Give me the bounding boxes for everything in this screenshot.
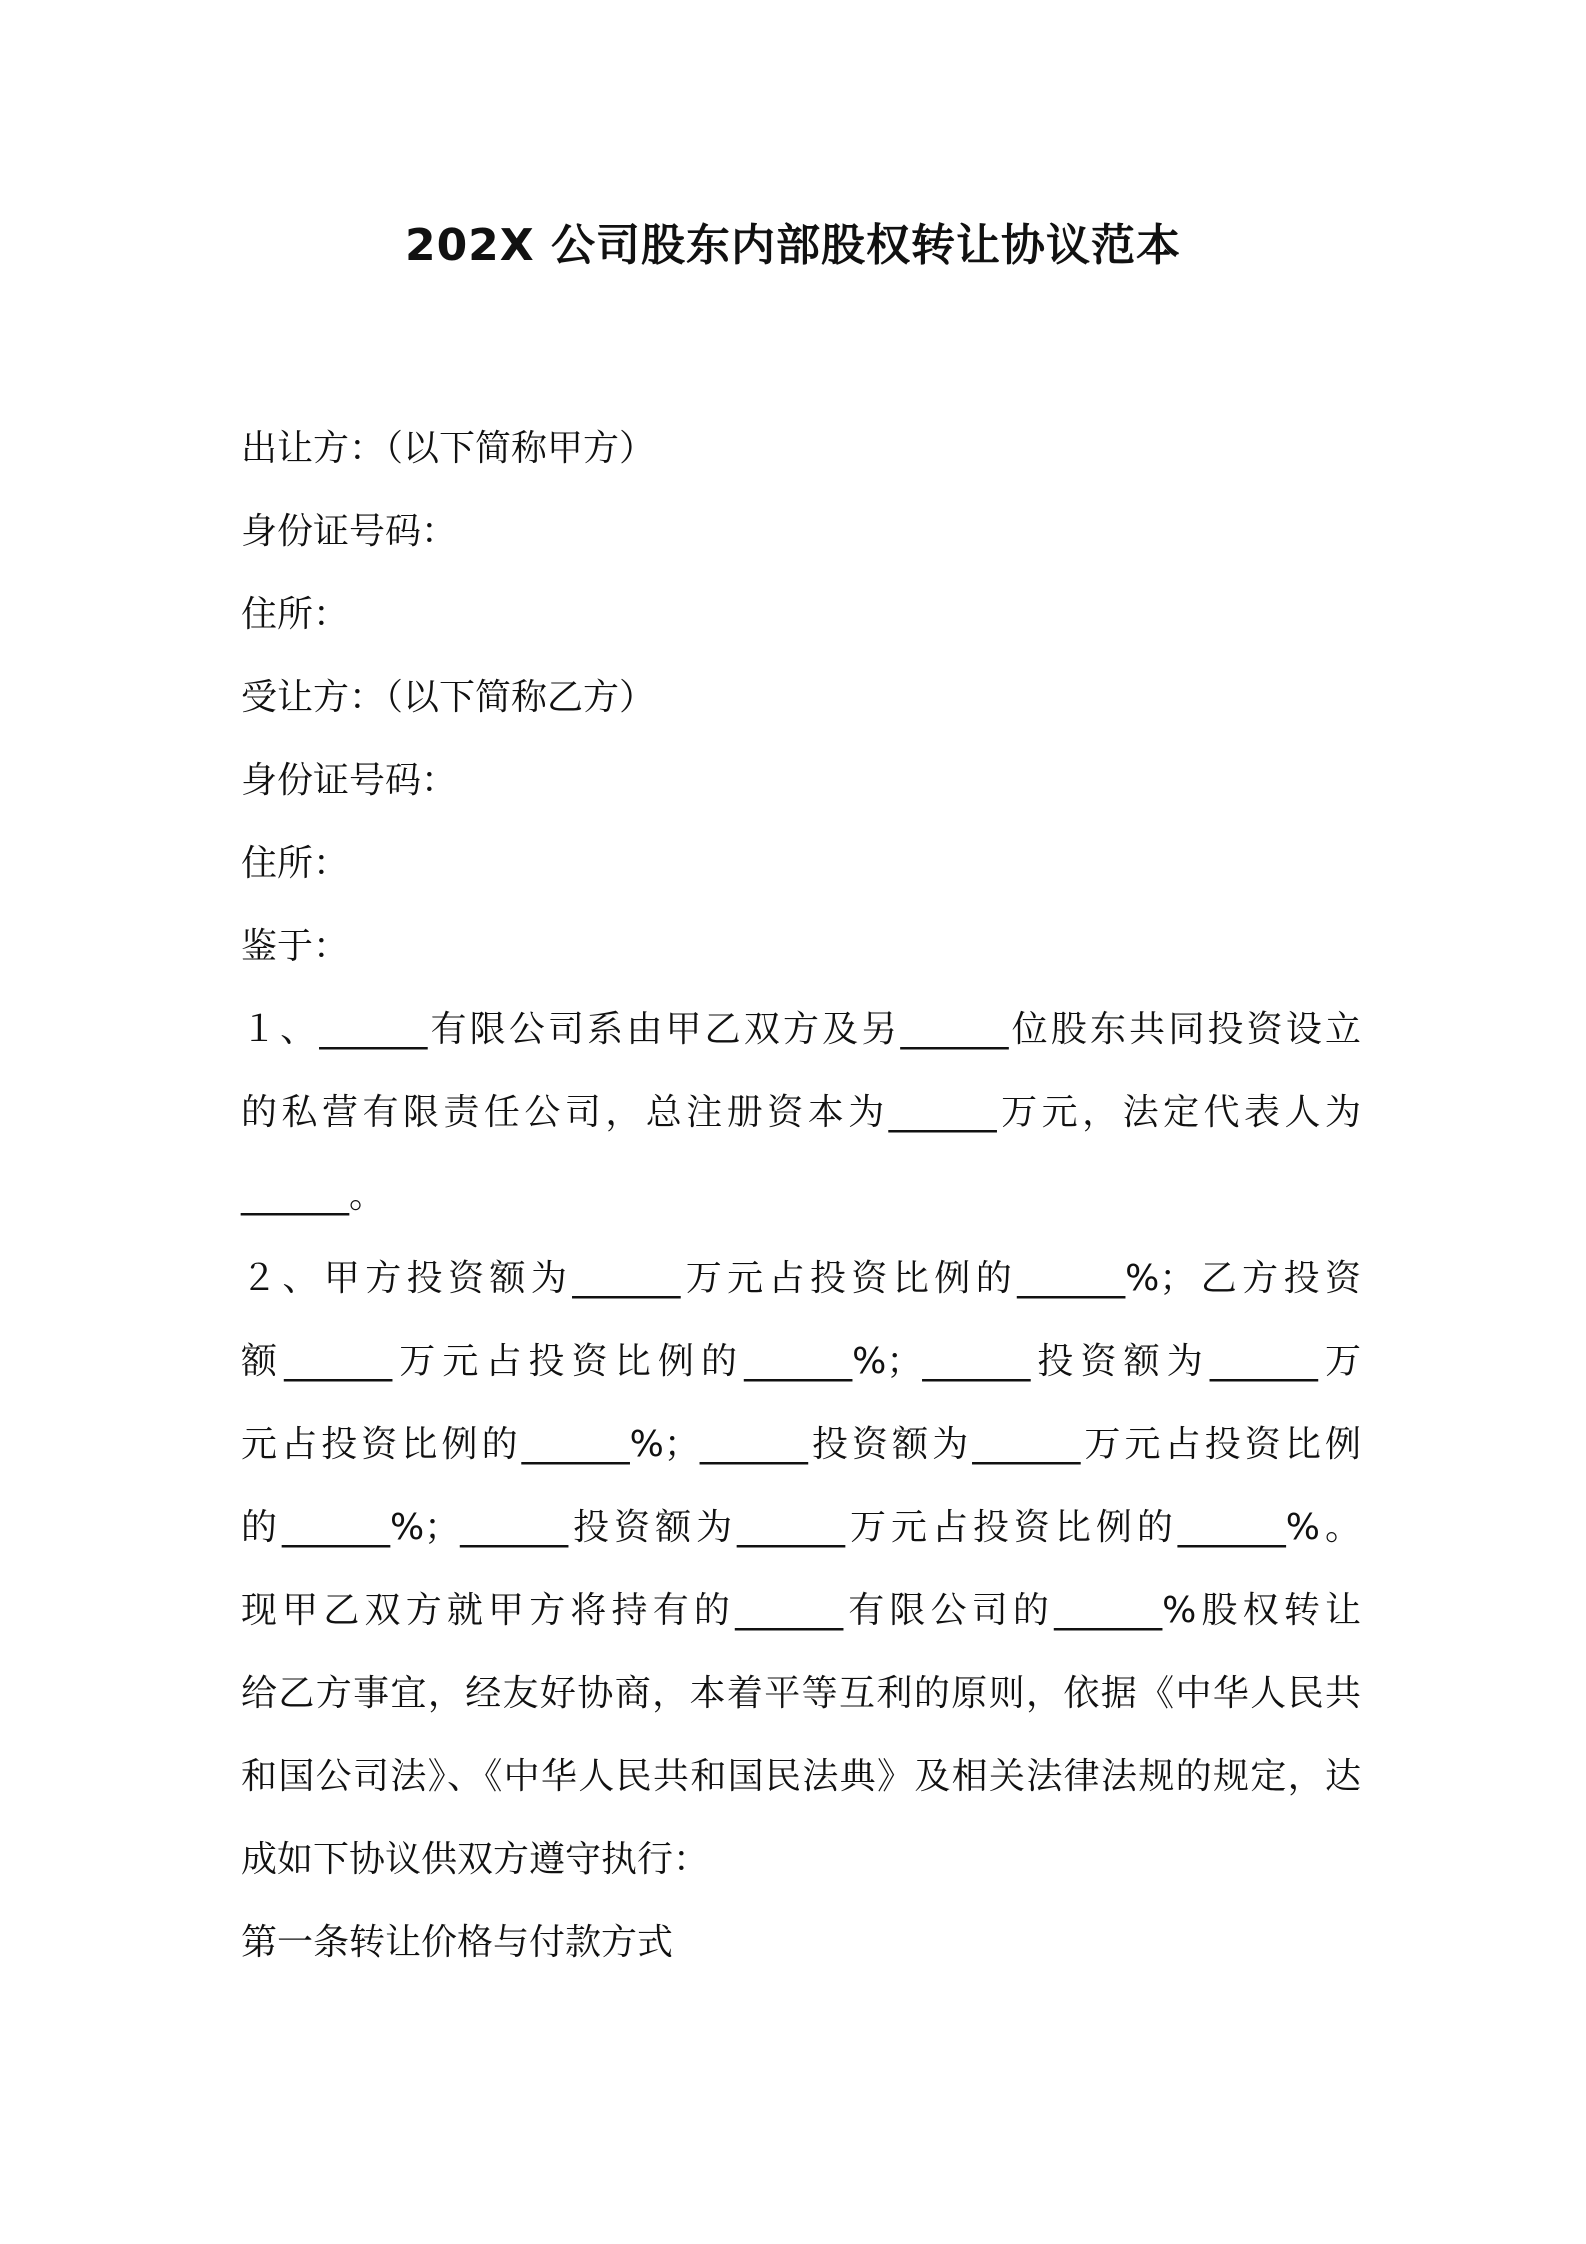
- paragraph-line: 的私营有限责任公司，总注册资本为______万元，法定代表人为: [241, 1092, 1361, 1133]
- transferee-id-line: 身份证号码：: [241, 760, 458, 801]
- whereas-heading: 鉴于：: [241, 926, 350, 967]
- transferor-address-line: 住所：: [241, 594, 350, 635]
- paragraph-line: 成如下协议供双方遵守执行：: [241, 1839, 710, 1880]
- document-body: [241, 407, 1361, 1984]
- transferor-line: 出让方：（以下简称甲方）: [241, 428, 656, 469]
- paragraph-line: 给乙方事宜，经友好协商，本着平等互利的原则，依据《中华人民共: [241, 1673, 1361, 1714]
- paragraph-line: １、______有限公司系由甲乙双方及另______位股东共同投资设立: [241, 1009, 1361, 1050]
- document-title: 202X 公司股东内部股权转让协议范本: [404, 220, 1182, 271]
- paragraph-line: 额______万元占投资比例的______%；______投资额为______万: [241, 1341, 1361, 1382]
- transferor-id-line: 身份证号码：: [241, 511, 458, 552]
- paragraph-line: ______。: [241, 1175, 386, 1216]
- article-heading: 第一条转让价格与付款方式: [241, 1922, 674, 1963]
- paragraph-line: 和国公司法》、《中华人民共和国民法典》及相关法律法规的规定，达: [241, 1756, 1361, 1797]
- paragraph-line: 的______%；______投资额为______万元占投资比例的______%。: [241, 1507, 1361, 1548]
- paragraph-line: 元占投资比例的______%；______投资额为______万元占投资比例: [241, 1424, 1361, 1465]
- transferee-address-line: 住所：: [241, 843, 350, 884]
- paragraph-line: ２、甲方投资额为______万元占投资比例的______%；乙方投资: [241, 1258, 1361, 1299]
- paragraph-line: 现甲乙双方就甲方将持有的______有限公司的______%股权转让: [241, 1590, 1361, 1631]
- transferee-line: 受让方：（以下简称乙方）: [241, 677, 656, 718]
